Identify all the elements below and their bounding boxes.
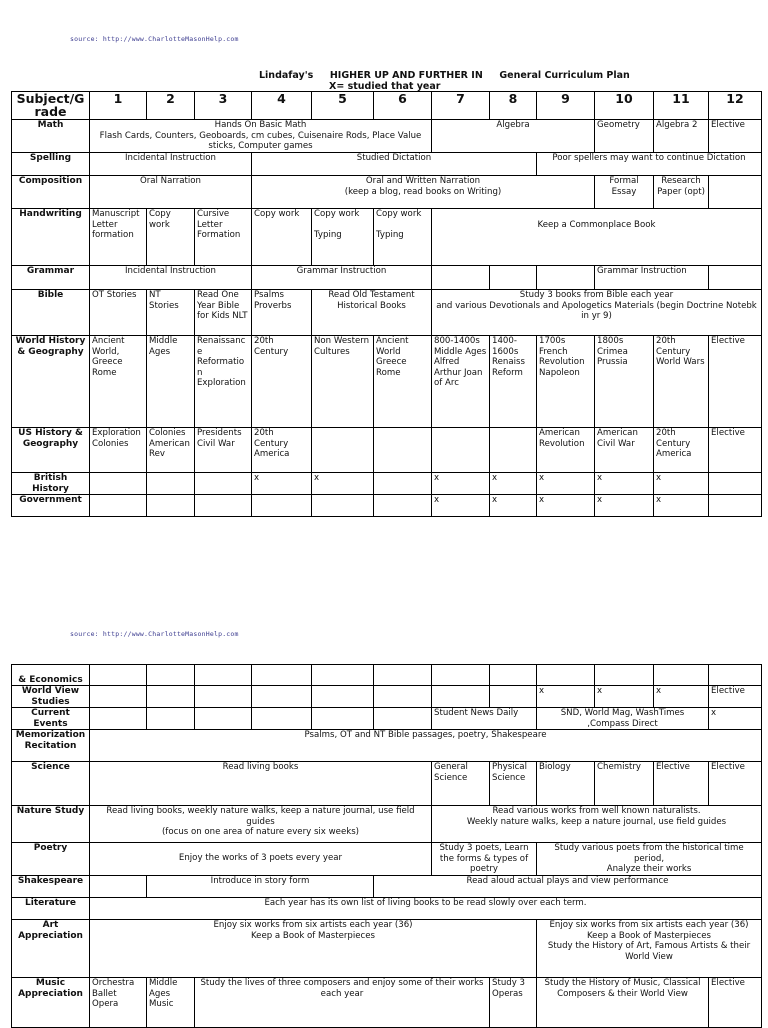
econ-cell-11 <box>654 665 709 686</box>
subject-memorization: Memorization Recitation <box>12 730 90 762</box>
subject-economics: & Economics <box>12 665 90 686</box>
ce-grade-2 <box>147 708 195 730</box>
wv-grade-9: x <box>537 686 595 708</box>
econ-cell-5 <box>312 665 374 686</box>
subject-world-history: World History & Geography <box>12 336 90 428</box>
art-grades-1-8: Enjoy six works from six artists each year (36) Keep a Book of Masterpieces <box>90 920 537 978</box>
current-events-grade-12: x <box>709 708 762 730</box>
world-history-grade-11: 20th Century World Wars <box>654 336 709 428</box>
header-grade-3: 3 <box>195 92 252 120</box>
handwriting-grade-4: Copy work <box>252 209 312 266</box>
ce-grade-5 <box>312 708 374 730</box>
us-history-grade-3: Presidents Civil War <box>195 428 252 473</box>
british-grade-11: x <box>654 473 709 495</box>
world-history-grade-7: 800-1400s Middle Ages Alfred Arthur Joan of Arc <box>432 336 490 428</box>
row-music <box>12 978 762 1028</box>
government-grade-10: x <box>595 495 654 517</box>
header-subject: Subject/Grade <box>12 92 90 120</box>
wv-grade-2 <box>147 686 195 708</box>
world-history-grade-3: Renaissance Reformation Exploration <box>195 336 252 428</box>
british-grade-7: x <box>432 473 490 495</box>
econ-cell-2 <box>147 665 195 686</box>
ce-grade-3 <box>195 708 252 730</box>
grammar-grades-1-3: Incidental Instruction <box>90 266 252 290</box>
government-grade-12 <box>709 495 762 517</box>
current-events-grades-9-11: SND, World Mag, WashTimes ,Compass Direct <box>537 708 709 730</box>
bible-grade-3: Read One Year Bible for Kids NLT <box>195 290 252 336</box>
government-grade-8: x <box>490 495 537 517</box>
subject-us-history: US History & Geography <box>12 428 90 473</box>
wv-grade-5 <box>312 686 374 708</box>
composition-grade-12 <box>709 176 762 209</box>
wv-grade-1 <box>90 686 147 708</box>
econ-cell-4 <box>252 665 312 686</box>
row-bible <box>12 290 762 336</box>
econ-cell-12 <box>709 665 762 686</box>
british-grade-12 <box>709 473 762 495</box>
header-grade-6: 6 <box>374 92 432 120</box>
government-grade-6 <box>374 495 432 517</box>
title-heading: HIGHER UP AND FURTHER IN <box>329 70 483 81</box>
poetry-grades-9-12: Study various poets from the historical time period, Analyze their works <box>537 843 762 876</box>
header-grade-2: 2 <box>147 92 195 120</box>
science-grade-8: Physical Science <box>490 762 537 806</box>
subject-government: Government <box>12 495 90 517</box>
government-grade-11: x <box>654 495 709 517</box>
nature-grades-1-6: Read living books, weekly nature walks, keep a nature journal, use field guides (focus on one area of nature every six weeks) <box>90 806 432 843</box>
music-grade-12: Elective <box>709 978 762 1028</box>
british-grade-1 <box>90 473 147 495</box>
wv-grade-10: x <box>595 686 654 708</box>
us-history-grade-6 <box>374 428 432 473</box>
econ-cell-10 <box>595 665 654 686</box>
header-grade-8: 8 <box>490 92 537 120</box>
row-shakespeare <box>12 876 762 898</box>
wv-grade-12: Elective <box>709 686 762 708</box>
art-grades-9-12: Enjoy six works from six artists each year (36) Keep a Book of Masterpieces Study the History of Art, Famous Artists & their World View <box>537 920 762 978</box>
econ-cell-3 <box>195 665 252 686</box>
us-history-grade-11: 20th Century America <box>654 428 709 473</box>
shakespeare-grades-2-5: Introduce in story form <box>147 876 374 898</box>
composition-grades-1-3: Oral Narration <box>90 176 252 209</box>
ce-grade-6 <box>374 708 432 730</box>
wv-grade-4 <box>252 686 312 708</box>
british-grade-10: x <box>595 473 654 495</box>
math-grades-1-6: Hands On Basic Math Flash Cards, Counters, Geoboards, cm cubes, Cuisenaire Rods, Place Value sticks, Computer games <box>90 120 432 153</box>
science-grade-7: General Science <box>432 762 490 806</box>
shakespeare-grade-1 <box>90 876 147 898</box>
handwriting-grade-3: Cursive Letter Formation <box>195 209 252 266</box>
grammar-grade-12 <box>709 266 762 290</box>
math-grade-10: Geometry <box>595 120 654 153</box>
subject-nature-study: Nature Study <box>12 806 90 843</box>
source-line: source: http://www.CharlotteMasonHelp.com <box>70 35 239 43</box>
us-history-grade-8 <box>490 428 537 473</box>
science-grade-10: Chemistry <box>595 762 654 806</box>
subject-literature: Literature <box>12 898 90 920</box>
government-grade-1 <box>90 495 147 517</box>
british-grade-5: x <box>312 473 374 495</box>
british-grade-8: x <box>490 473 537 495</box>
handwriting-grade-5: Copy work Typing <box>312 209 374 266</box>
row-world-view <box>12 686 762 708</box>
grammar-grades-10-11: Grammar Instruction <box>595 266 709 290</box>
row-memorization <box>12 730 762 762</box>
grammar-grades-4-6: Grammar Instruction <box>252 266 432 290</box>
science-grade-9: Biology <box>537 762 595 806</box>
subject-grammar: Grammar <box>12 266 90 290</box>
nature-grades-7-12: Read various works from well known naturalists. Weekly nature walks, keep a nature journal, use field guides <box>432 806 762 843</box>
current-events-grades-7-8: Student News Daily <box>432 708 537 730</box>
row-art <box>12 920 762 978</box>
row-grammar <box>12 266 762 290</box>
poetry-grades-1-6: Enjoy the works of 3 poets every year <box>90 843 432 876</box>
government-grade-4 <box>252 495 312 517</box>
header-grade-12: 12 <box>709 92 762 120</box>
econ-cell-7 <box>432 665 490 686</box>
title-legend: X= studied that year <box>329 81 441 92</box>
bible-grades-5-6: Read Old Testament Historical Books <box>312 290 432 336</box>
subject-science: Science <box>12 762 90 806</box>
world-history-grade-12: Elective <box>709 336 762 428</box>
handwriting-grades-7-12: Keep a Commonplace Book <box>432 209 762 266</box>
row-poetry <box>12 843 762 876</box>
title-author: Lindafay's <box>259 70 314 81</box>
british-grade-3 <box>195 473 252 495</box>
spelling-grades-4-8: Studied Dictation <box>252 153 537 176</box>
british-grade-2 <box>147 473 195 495</box>
music-grades-9-11: Study the History of Music, Classical Composers & their World View <box>537 978 709 1028</box>
header-grade-9: 9 <box>537 92 595 120</box>
subject-composition: Composition <box>12 176 90 209</box>
british-grade-4: x <box>252 473 312 495</box>
memorization-grades-1-12: Psalms, OT and NT Bible passages, poetry, Shakespeare <box>90 730 762 762</box>
econ-cell-6 <box>374 665 432 686</box>
curriculum-table-page-1 <box>11 91 762 517</box>
grammar-grade-7 <box>432 266 490 290</box>
music-grade-1: Orchestra Ballet Opera <box>90 978 147 1028</box>
row-current-events <box>12 708 762 730</box>
ce-grade-4 <box>252 708 312 730</box>
subject-music: Music Appreciation <box>12 978 90 1028</box>
header-grade-7: 7 <box>432 92 490 120</box>
world-history-grade-2: Middle Ages <box>147 336 195 428</box>
world-history-grade-1: Ancient World, Greece Rome <box>90 336 147 428</box>
government-grade-3 <box>195 495 252 517</box>
row-economics <box>12 665 762 686</box>
bible-grade-2: NT Stories <box>147 290 195 336</box>
header-grade-4: 4 <box>252 92 312 120</box>
composition-grades-4-9: Oral and Written Narration (keep a blog, read books on Writing) <box>252 176 595 209</box>
us-history-grade-7 <box>432 428 490 473</box>
music-grades-3-7: Study the lives of three composers and enjoy some of their works each year <box>195 978 490 1028</box>
world-history-grade-6: Ancient World Greece Rome <box>374 336 432 428</box>
subject-world-view: World View Studies <box>12 686 90 708</box>
row-world-history <box>12 336 762 428</box>
header-grade-11: 11 <box>654 92 709 120</box>
spelling-grades-1-3: Incidental Instruction <box>90 153 252 176</box>
us-history-grade-1: Exploration Colonies <box>90 428 147 473</box>
shakespeare-grades-6-12: Read aloud actual plays and view performance <box>374 876 762 898</box>
bible-grade-1: OT Stories <box>90 290 147 336</box>
wv-grade-11: x <box>654 686 709 708</box>
math-grade-11: Algebra 2 <box>654 120 709 153</box>
science-grade-12: Elective <box>709 762 762 806</box>
music-grade-2: Middle Ages Music <box>147 978 195 1028</box>
wv-grade-3 <box>195 686 252 708</box>
source-line-page-2: source: http://www.CharlotteMasonHelp.com <box>70 630 239 638</box>
us-history-grade-5 <box>312 428 374 473</box>
handwriting-grade-2: Copy work <box>147 209 195 266</box>
subject-british-history: British History <box>12 473 90 495</box>
composition-grade-10: Formal Essay <box>595 176 654 209</box>
bible-grades-7-12: Study 3 books from Bible each year and various Devotionals and Apologetics Materials (begin Doctrine Notebk in yr 9) <box>432 290 762 336</box>
handwriting-grade-6: Copy work Typing <box>374 209 432 266</box>
wv-grade-8 <box>490 686 537 708</box>
government-grade-9: x <box>537 495 595 517</box>
ce-grade-1 <box>90 708 147 730</box>
header-grade-1: 1 <box>90 92 147 120</box>
government-grade-5 <box>312 495 374 517</box>
title-line-1 <box>259 70 630 81</box>
row-us-history <box>12 428 762 473</box>
subject-art: Art Appreciation <box>12 920 90 978</box>
grammar-grade-9 <box>537 266 595 290</box>
row-math <box>12 120 762 153</box>
subject-poetry: Poetry <box>12 843 90 876</box>
wv-grade-7 <box>432 686 490 708</box>
us-history-grade-4: 20th Century America <box>252 428 312 473</box>
us-history-grade-10: American Civil War <box>595 428 654 473</box>
bible-grade-4: Psalms Proverbs <box>252 290 312 336</box>
math-grade-12: Elective <box>709 120 762 153</box>
government-grade-7: x <box>432 495 490 517</box>
grammar-grade-8 <box>490 266 537 290</box>
wv-grade-6 <box>374 686 432 708</box>
subject-shakespeare: Shakespeare <box>12 876 90 898</box>
econ-cell-9 <box>537 665 595 686</box>
composition-grade-11: Research Paper (opt) <box>654 176 709 209</box>
title-plan: General Curriculum Plan <box>499 70 630 81</box>
science-grade-11: Elective <box>654 762 709 806</box>
spelling-grades-9-12: Poor spellers may want to continue Dictation <box>537 153 762 176</box>
subject-math: Math <box>12 120 90 153</box>
us-history-grade-12: Elective <box>709 428 762 473</box>
british-grade-6 <box>374 473 432 495</box>
music-grade-8: Study 3 Operas <box>490 978 537 1028</box>
econ-cell-8 <box>490 665 537 686</box>
us-history-grade-2: Colonies American Rev <box>147 428 195 473</box>
header-row <box>12 92 762 120</box>
subject-handwriting: Handwriting <box>12 209 90 266</box>
row-composition <box>12 176 762 209</box>
row-handwriting <box>12 209 762 266</box>
british-grade-9: x <box>537 473 595 495</box>
row-science <box>12 762 762 806</box>
world-history-grade-8: 1400-1600s Renaiss Reform <box>490 336 537 428</box>
literature-grades-1-12: Each year has its own list of living books to be read slowly over each term. <box>90 898 762 920</box>
subject-spelling: Spelling <box>12 153 90 176</box>
row-nature-study <box>12 806 762 843</box>
world-history-grade-10: 1800s Crimea Prussia <box>595 336 654 428</box>
row-literature <box>12 898 762 920</box>
row-spelling <box>12 153 762 176</box>
us-history-grade-9: American Revolution <box>537 428 595 473</box>
subject-bible: Bible <box>12 290 90 336</box>
header-grade-10: 10 <box>595 92 654 120</box>
world-history-grade-9: 1700s French Revolution Napoleon <box>537 336 595 428</box>
handwriting-grade-1: Manuscript Letter formation <box>90 209 147 266</box>
subject-current-events: Current Events <box>12 708 90 730</box>
row-government <box>12 495 762 517</box>
world-history-grade-4: 20th Century <box>252 336 312 428</box>
world-history-grade-5: Non Western Cultures <box>312 336 374 428</box>
science-grades-1-6: Read living books <box>90 762 432 806</box>
econ-cell-1 <box>90 665 147 686</box>
math-grades-7-9: Algebra <box>432 120 595 153</box>
poetry-grades-7-8: Study 3 poets, Learn the forms & types of poetry <box>432 843 537 876</box>
row-british-history <box>12 473 762 495</box>
government-grade-2 <box>147 495 195 517</box>
header-grade-5: 5 <box>312 92 374 120</box>
curriculum-table-page-2 <box>11 664 762 1028</box>
